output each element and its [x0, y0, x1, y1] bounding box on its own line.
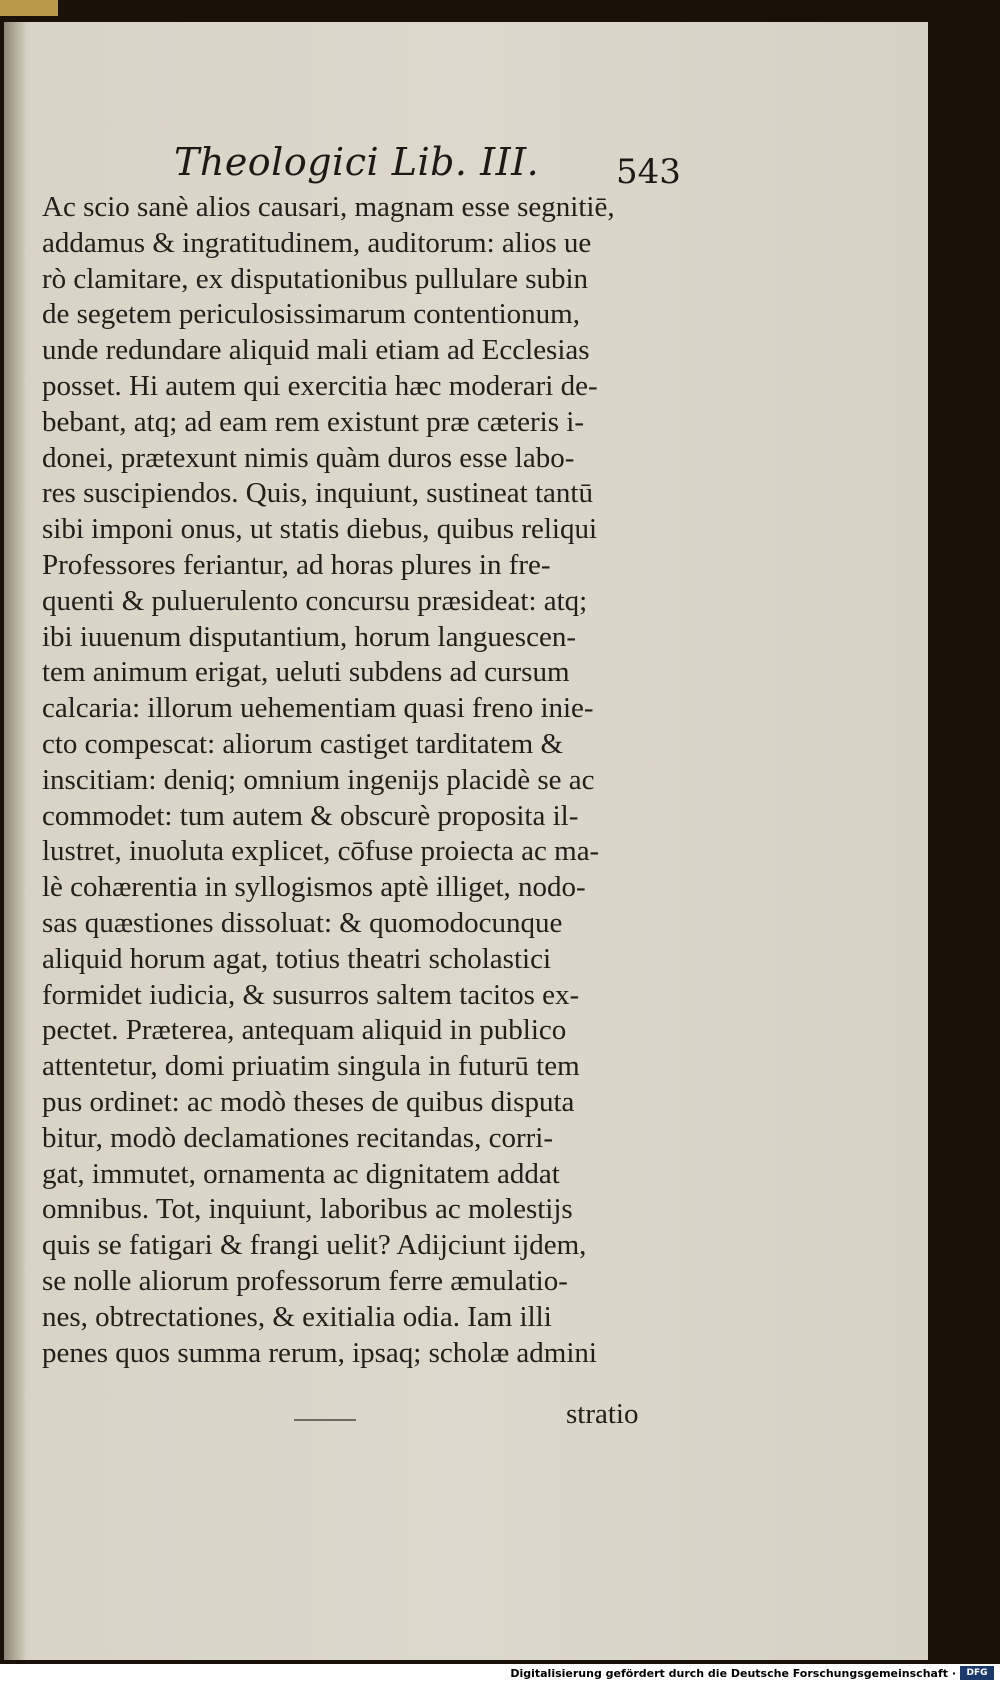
text-line: quis se fatigari & frangi uelit? Adijciunt ijdem, — [42, 1229, 587, 1262]
text-line: quenti & puluerulento concursu præsideat: atq; — [42, 584, 588, 617]
text-line: inscitiam: deniq; omnium ingenijs placidè se ac — [42, 763, 595, 796]
text-line: lè cohærentia in syllogismos aptè illiget, nodo- — [42, 871, 586, 904]
text-line: sibi imponi onus, ut statis diebus, quibus reliqui — [42, 513, 598, 546]
text-line: res suscipiendos. Quis, inquiunt, sustineat tantū — [42, 477, 593, 510]
running-head: Theologici Lib. III. — [174, 140, 540, 184]
text-line: bitur, modò declamationes recitandas, corri- — [42, 1121, 553, 1154]
text-line: aliquid horum agat, totius theatri scholastici — [42, 942, 552, 975]
text-line: pectet. Præterea, antequam aliquid in publico — [42, 1014, 567, 1047]
text-line: se nolle aliorum professorum ferre æmulatio- — [42, 1264, 568, 1297]
funding-credit: Digitalisierung gefördert durch die Deutsche Forschungsgemeinschaft · — [510, 1667, 956, 1680]
text-line: bebant, atq; ad eam rem existunt præ cæteris i- — [42, 405, 584, 438]
text-line: sas quæstiones dissoluat: & quomodocunque — [42, 906, 563, 939]
text-line: formidet iudicia, & susurros saltem tacitos ex- — [42, 978, 580, 1011]
text-line: addamus & ingratitudinem, auditorum: alios ue — [42, 226, 592, 259]
text-line: nes, obtrectationes, & exitialia odia. Iam illi — [42, 1300, 552, 1333]
text-line: donei, prætexunt nimis quàm duros esse labo- — [42, 441, 575, 474]
text-line: lustret, inuoluta explicet, cōfuse proiecta ac ma- — [42, 835, 600, 868]
text-line: rò clamitare, ex disputationibus pullulare subin — [42, 262, 589, 295]
page-number: 543 — [616, 152, 681, 192]
text-line: commodet: tum autem & obscurè proposita il- — [42, 799, 579, 832]
text-line: Ac scio sanè alios causari, magnam esse segnitiē, — [42, 191, 615, 223]
text-line: calcaria: illorum uehementiam quasi freno inie- — [42, 692, 594, 725]
text-line: ibi iuuenum disputantium, horum languescen- — [42, 620, 576, 653]
body-text — [42, 190, 682, 1371]
catchword: stratio — [566, 1398, 639, 1430]
spine-mark — [0, 0, 58, 16]
book-page — [4, 22, 928, 1660]
digitization-footer — [0, 1664, 1000, 1684]
text-line: cto compescat: aliorum castiget tarditatem & — [42, 727, 564, 760]
text-line: penes quos summa rerum, ipsaq; scholæ admini — [42, 1336, 597, 1369]
text-line: unde redundare aliquid mali etiam ad Ecclesias — [42, 334, 590, 367]
text-line: gat, immutet, ornamenta ac dignitatem addat — [42, 1157, 560, 1190]
text-line: Professores feriantur, ad horas plures in fre- — [42, 548, 551, 581]
footer-rule — [294, 1419, 356, 1421]
dfg-logo-icon: DFG — [960, 1666, 994, 1680]
text-line: tem animum erigat, ueluti subdens ad cursum — [42, 656, 570, 689]
text-line: de segetem periculosissimarum contentionum, — [42, 298, 580, 331]
text-line: omnibus. Tot, inquiunt, laboribus ac molestijs — [42, 1193, 573, 1226]
text-line: pus ordinet: ac modò theses de quibus disputa — [42, 1085, 575, 1118]
text-line: posset. Hi autem qui exercitia hæc moderari de- — [42, 369, 598, 402]
text-line: attentetur, domi priuatim singula in futurū tem — [42, 1050, 580, 1083]
